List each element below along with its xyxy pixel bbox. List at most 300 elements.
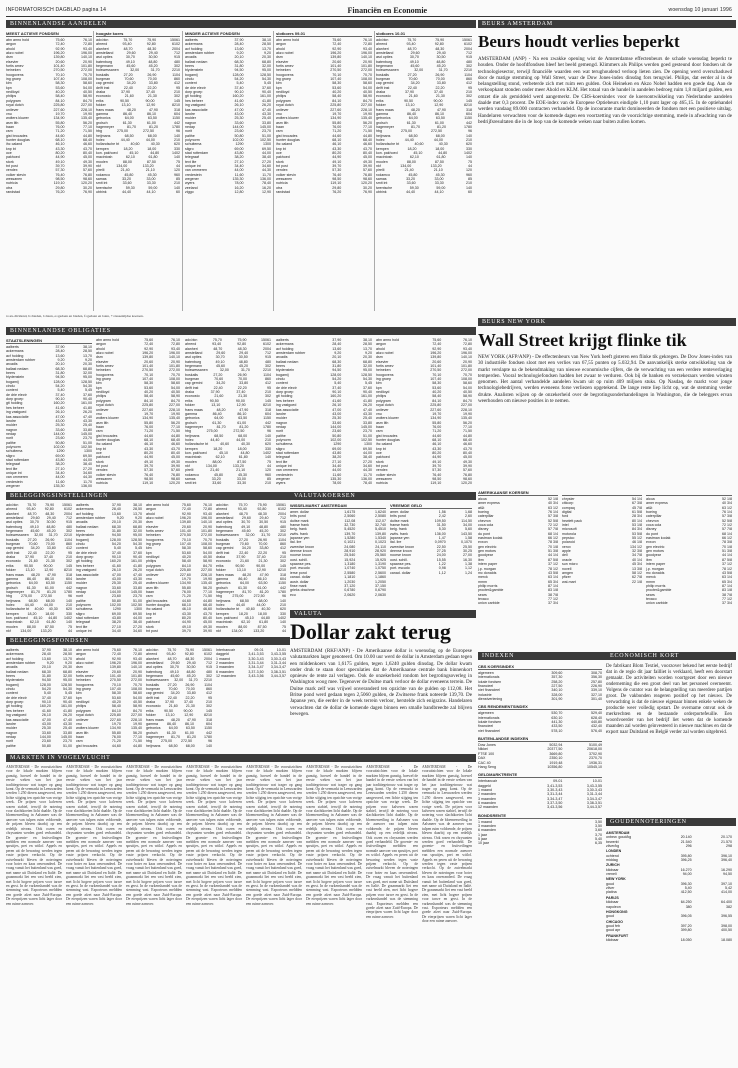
row-label: abn amro hold xyxy=(6,38,29,42)
row-value: 20,10 xyxy=(55,362,65,367)
row-value: 37,90 xyxy=(55,345,65,349)
row-label: noorse kroon xyxy=(390,553,411,558)
row-value: 23,70 xyxy=(363,429,372,434)
row-label: nagron xyxy=(6,427,18,432)
row-value: 134,00 xyxy=(116,163,128,168)
row-label: algemeen xyxy=(478,711,494,716)
row-value: 44,40 xyxy=(404,137,414,142)
row-label: holec xyxy=(96,137,105,142)
row-value: 96 xyxy=(68,594,72,599)
row-value: 33,60 xyxy=(55,427,65,432)
row-value: 93,40 xyxy=(203,511,212,516)
row-value: 101,80 xyxy=(131,674,142,679)
row-label: dell xyxy=(562,553,568,558)
row-value: 70,00 xyxy=(258,542,268,547)
table-col-heading: slotkoers 09-01 xyxy=(276,31,372,37)
row-value: 93,40 xyxy=(133,656,142,661)
row-value: 37 3/4 xyxy=(548,601,558,606)
row-value: 915 xyxy=(205,665,212,670)
row-label: wegener xyxy=(6,484,20,488)
row-value: 68,10 xyxy=(55,137,65,142)
row-value: 20.170 xyxy=(721,835,732,840)
row-label: philip morris xyxy=(646,583,666,588)
row-value: 57 3/8 xyxy=(548,514,558,519)
row-value: 93,40 xyxy=(363,46,372,51)
row-value: 92,80 xyxy=(257,507,267,512)
row-value: 18,20 xyxy=(27,611,37,616)
row-value: 21,60 xyxy=(240,559,250,564)
band-valutakoersen: VALUTAKOERSEN xyxy=(290,492,476,500)
row-label: ubbink xyxy=(96,190,107,195)
row-value: 18,00 xyxy=(435,146,445,151)
row-value: 270,50 xyxy=(430,368,442,373)
row-value: 26,90 xyxy=(45,537,55,542)
row-label: pirelli xyxy=(376,168,385,173)
row-value: 145 xyxy=(265,398,272,403)
row-label: getronics xyxy=(96,116,111,121)
row-value: 8210 xyxy=(204,713,212,718)
row-value: 3,30-3,43 xyxy=(248,656,264,661)
row-value: 33,30 xyxy=(237,481,247,486)
row-value: 33,00 xyxy=(236,477,246,481)
row-value: 54,30 xyxy=(363,377,372,382)
row-label: stad rotterdam xyxy=(6,457,30,462)
row-value: 210 xyxy=(265,390,272,395)
row-value: 308,70 xyxy=(591,671,602,675)
row-value: 37,40 xyxy=(332,385,342,390)
row-label: belg. frank xyxy=(390,527,407,532)
row-label: hoogovens xyxy=(76,682,94,687)
row-label: cindu xyxy=(185,77,194,82)
row-label: adv.bkn xyxy=(376,38,389,42)
row-value: 620 xyxy=(65,607,72,612)
row-value: 2004 xyxy=(204,656,212,661)
row-label: vendex xyxy=(276,168,288,173)
row-value: 68,40 xyxy=(363,137,372,142)
row-value: 225,80 xyxy=(179,568,191,573)
row-value: 1919,48 xyxy=(549,760,563,765)
row-label: adv.bkn xyxy=(185,338,198,342)
row-label: hoogovens xyxy=(6,72,24,77)
row-label: vnu xyxy=(276,111,282,116)
row-label: draka xyxy=(6,555,15,560)
row-value: 5,4510 xyxy=(375,527,386,532)
row-value: 55,80 xyxy=(55,120,65,125)
row-value: 43,80 xyxy=(55,457,65,462)
row-value: 39,90 xyxy=(363,163,372,168)
row-value: 11,60 xyxy=(234,172,244,177)
row-value: 48,80 xyxy=(148,59,158,64)
row-value: 72,80 xyxy=(363,42,372,47)
row-value: 160,20 xyxy=(39,704,51,709)
row-value: 0,98 xyxy=(438,566,446,571)
row-value: 51,00 xyxy=(63,743,72,748)
markten-text-col-1: AMSTERDAM - De vooruitzichten voor de lokale markten blijven gunstig, hoewel de handel in de eerste weken van het jaar traditiegetrouw wat trager op gang komt. Op de veemarkt in Leeuwarden werden 1.250 dieren aangevoerd, een lichte stijging ten opzichte van vorige week. De prijzen voor kalveren waren stabiel, terwijl de notering voor slachtkoeien licht daalde. Op de bloemenveiling in Aalsmeer was de aanvoer van tulpen ruim voldoende, de prijzen bleven daarbij op een redelijk niveau. Ook rozen en chrysanten werden goed verhandeld. De groente- en fruitveilingen meldden een normale aanvoer van spruitjes, prei en witlof. Appels en peren uit de bewaring werden tegen vaste prijzen verkocht. Op de zuivelmarkt bleven de noteringen voor boter en kaas onveranderd. De vraag vanuit het buitenland was goed, met name uit Duitsland en Italië. De graanmarkt liet een vast beeld zien, met licht hogere prijzen voor tarwe en gerst. In de varkenshandel was de stemming vast. Exporteurs meldden een goede afzet naar Zuid-Europa. De eierprijzen waren licht lager door een ruime aanvoer. xyxy=(6,765,62,906)
row-value: 318 xyxy=(280,572,286,577)
row-value: 48,20 xyxy=(410,107,420,112)
row-value: 43,30 xyxy=(63,721,72,726)
row-value: 77,10 xyxy=(83,124,92,129)
row-value: 27,20 xyxy=(167,682,177,687)
row-value: 604 xyxy=(205,721,212,726)
row-value: 101,80 xyxy=(169,364,180,369)
row-value: 44,80 xyxy=(48,615,58,620)
row-value: 108,00 xyxy=(201,542,212,547)
row-value: 12,90 xyxy=(44,568,54,573)
row-value: 46 1/8 xyxy=(632,540,642,545)
row-label: cindu xyxy=(6,384,15,389)
row-label: begemann xyxy=(376,64,393,69)
row-value: 69,00 xyxy=(111,611,121,616)
row-label: mc donalds xyxy=(478,570,497,575)
row-value: 33,80 xyxy=(239,381,249,386)
row-value: 75,70 xyxy=(212,338,222,342)
row-value: 3,41-3,53 xyxy=(248,652,264,657)
row-value: 50,80 xyxy=(55,440,65,445)
row-value: 19,90 xyxy=(83,111,92,116)
row-value: 161,00 xyxy=(260,94,271,99)
row-value: 2,5600 xyxy=(375,570,386,575)
row-label: arcadis xyxy=(276,355,288,360)
row-value: 45,00 xyxy=(203,620,212,625)
row-label: polynorm xyxy=(185,137,200,142)
row-value: 22,40 xyxy=(167,695,177,700)
row-value: 57,30 xyxy=(332,168,342,173)
row-value: 84,10 xyxy=(181,563,191,568)
row-value: 76,80 xyxy=(171,472,180,477)
row-label: aalberts xyxy=(6,648,19,652)
row-label: abn amro hold xyxy=(146,503,169,507)
row-value: 128,00 xyxy=(232,72,244,77)
row-label: pakhoed xyxy=(146,620,160,625)
row-label: spaanse pes. xyxy=(390,562,412,567)
row-value: 0,0970 xyxy=(434,540,446,545)
row-label: tnt post xyxy=(6,163,18,168)
row-label: otra xyxy=(6,185,13,190)
row-label: polynorm xyxy=(276,437,291,442)
row-label: moolen xyxy=(216,624,228,629)
row-value: 270,50 xyxy=(179,533,191,538)
row-label: landre xyxy=(76,576,86,581)
row-value: 75,60 xyxy=(111,648,121,652)
row-value: 58,90 xyxy=(133,704,142,709)
row-label: fortis amev xyxy=(146,529,164,534)
row-value: 134 1/2 xyxy=(630,544,642,549)
row-value: 38,10 xyxy=(133,503,142,507)
row-value: 3,38-3,51 xyxy=(586,800,602,805)
row-value: 61,30 xyxy=(212,420,222,425)
row-label: acf holding xyxy=(76,511,94,516)
row-label: cap gemini xyxy=(96,81,114,86)
row-label: fokker xyxy=(216,568,226,573)
row-label: aegon xyxy=(96,342,106,347)
row-value: 80,20 xyxy=(144,450,154,455)
row-value: 87,50 xyxy=(434,159,444,164)
row-value: 128,50 xyxy=(81,379,92,384)
row-value: 302 xyxy=(206,674,213,679)
row-value: 102,50 xyxy=(81,444,92,449)
row-label: noorse kroon xyxy=(290,553,311,558)
row-value: 412 xyxy=(466,81,472,86)
row-value: 47,40 xyxy=(363,407,372,412)
row-value: 43,30 xyxy=(133,576,142,581)
row-value: 196,00 xyxy=(201,516,212,521)
row-value: 49,10 xyxy=(125,59,135,64)
row-value: 57,60 xyxy=(83,168,92,173)
row-label: amstelland xyxy=(6,516,24,521)
row-value: 33,20 xyxy=(122,177,132,181)
row-value: 440,80 xyxy=(591,720,602,725)
row-label: polaroid xyxy=(562,540,575,545)
row-value: 228,10 xyxy=(169,407,180,412)
row-value: 48,30 xyxy=(45,511,55,516)
row-label: moolen xyxy=(185,459,197,464)
row-label: draka xyxy=(216,555,225,560)
row-value: 1150 xyxy=(64,581,73,586)
row-value: 21,40 xyxy=(404,168,414,173)
row-label: blydenstein xyxy=(276,368,295,373)
row-value: 960 xyxy=(174,172,181,177)
row-value: 86,40 xyxy=(166,721,176,726)
row-label: pepsico xyxy=(562,536,575,541)
row-label: 6 maanden xyxy=(216,669,234,674)
row-value: 228,10 xyxy=(81,107,92,112)
row-value: 145 xyxy=(279,563,286,568)
row-value: 90,00 xyxy=(183,708,193,713)
row-label: gist brocades xyxy=(76,743,98,748)
row-value: 90,00 xyxy=(235,398,245,403)
row-value: 6102 xyxy=(277,507,286,512)
row-value: 64,00 xyxy=(124,116,134,121)
row-value: 93,40 xyxy=(463,346,472,351)
row-value: 210 xyxy=(279,555,286,560)
row-value: 63,50 xyxy=(147,116,157,121)
row-value: 26,10 xyxy=(41,713,51,718)
row-value: 30,70 xyxy=(125,55,135,60)
row-value: 49,10 xyxy=(432,459,442,464)
row-label: 6 maanden xyxy=(478,800,496,805)
row-value: 37,90 xyxy=(236,555,246,560)
row-value: 92,90 xyxy=(181,511,191,516)
row-value: 128,00 xyxy=(53,379,65,384)
row-value: 1290 xyxy=(56,449,65,454)
row-value: 140,10 xyxy=(201,520,212,525)
row-value: 28,920 xyxy=(375,549,386,554)
row-value: 70,70 xyxy=(83,72,92,77)
row-value: 68,00 xyxy=(45,598,55,603)
row-label: novell xyxy=(562,566,572,571)
row-value: 134,90 xyxy=(142,416,154,421)
row-value: 46,60 xyxy=(83,142,92,147)
row-value: 68,10 xyxy=(432,437,442,442)
row-value: 70,60 xyxy=(168,687,178,692)
row-value: 25,40 xyxy=(262,116,271,121)
row-value: 1,1810 xyxy=(344,575,356,580)
row-value: 11,60 xyxy=(55,479,65,484)
row-label: 3 maanden xyxy=(478,796,496,801)
row-value: 107,40 xyxy=(430,377,442,382)
row-label: asd opties xyxy=(96,55,113,60)
row-value: 29,80 xyxy=(55,185,65,190)
row-label: microsoft xyxy=(562,527,577,532)
row-label: alanheri xyxy=(376,46,389,51)
row-value: 38,40 xyxy=(133,620,142,625)
row-value: 160,20 xyxy=(232,94,244,99)
row-value: 54,20 xyxy=(234,77,244,82)
row-value: 135,40 xyxy=(201,581,212,586)
row-label: philips xyxy=(276,94,287,99)
row-value: 45,60 xyxy=(30,529,40,534)
row-label: delft inst xyxy=(185,385,199,390)
row-value: 68,10 xyxy=(144,437,154,442)
row-value: 93,40 xyxy=(171,346,180,351)
row-label: internationals xyxy=(478,715,500,720)
row-value: 45,00 xyxy=(363,155,372,160)
row-value: 270,50 xyxy=(142,368,154,373)
row-value: 1780 xyxy=(278,589,287,594)
row-value: 87,50 xyxy=(44,624,54,629)
row-label: fokker xyxy=(376,103,386,108)
row-value: 19,90 xyxy=(363,111,372,116)
row-value: 196,00 xyxy=(461,351,472,356)
row-value: 22,20 xyxy=(237,385,247,390)
row-value: 228,10 xyxy=(361,107,372,112)
row-value: 39,70 xyxy=(181,628,191,633)
row-value: 25,30 xyxy=(332,416,342,421)
row-value: 30,50 xyxy=(148,55,158,60)
row-value: 16,30 xyxy=(463,557,472,562)
row-value: 44,00 xyxy=(236,437,246,442)
row-value: 225,80 xyxy=(53,103,65,108)
row-label: nutricia xyxy=(276,181,288,186)
row-value: 1402 xyxy=(463,150,472,155)
row-label: frans maas xyxy=(96,107,114,112)
row-value: 47,40 xyxy=(63,717,72,722)
row-value: 76 1/4 xyxy=(548,510,558,515)
row-value: 58,90 xyxy=(203,559,212,564)
row-value: 80 1/4 xyxy=(632,518,642,523)
row-value: 68,50 xyxy=(239,598,249,603)
row-value: 227,60 xyxy=(430,407,442,412)
row-value: 19,90 xyxy=(171,411,180,416)
row-value: 31,80 xyxy=(41,674,51,679)
row-value: 101,40 xyxy=(330,64,342,69)
row-label: 2 maanden xyxy=(478,792,496,797)
row-value: 33,60 xyxy=(41,730,51,735)
row-value: 44,60 xyxy=(55,133,65,138)
row-value: 26,10 xyxy=(55,410,65,415)
row-value: 108,00 xyxy=(169,377,180,382)
row-value: 1104 xyxy=(172,72,180,77)
row-label: wyers xyxy=(276,481,286,486)
row-value: 40,30 xyxy=(261,607,271,612)
row-value: 53,60 xyxy=(332,85,342,90)
row-value: 13,60 xyxy=(41,656,51,661)
row-value: 13,60 xyxy=(234,46,244,51)
row-value: 140 xyxy=(280,620,287,625)
row-value: 144,00 xyxy=(53,431,65,436)
row-label: deense kroon xyxy=(390,549,412,554)
row-value: 12,90 xyxy=(146,103,156,108)
row-value: 98,50 xyxy=(55,177,65,181)
row-value: 58,30 xyxy=(332,81,342,86)
row-value: 43,00 xyxy=(332,411,342,416)
row-value: 71,20 xyxy=(55,129,65,134)
row-label: goodyear xyxy=(646,553,661,558)
row-label: union carbide xyxy=(478,601,500,606)
row-value: 77,10 xyxy=(463,424,472,429)
row-value: 45,60 xyxy=(170,674,180,679)
row-value: 480 xyxy=(66,524,73,529)
row-value: 275,00 xyxy=(232,594,244,599)
row-label: daggeld xyxy=(216,652,229,657)
row-value: 93,40 xyxy=(212,342,222,347)
row-value: 75 xyxy=(282,624,287,629)
row-label: asm lith xyxy=(6,120,19,125)
row-value: 33,80 xyxy=(83,427,92,432)
row-value: 712 xyxy=(174,51,180,56)
row-value: 77 1/2 xyxy=(548,596,558,601)
row-label: chevron xyxy=(646,518,659,523)
row-label: landre xyxy=(276,411,286,416)
row-value: 196,00 xyxy=(361,51,372,56)
row-label: econosto xyxy=(146,704,161,709)
row-value: 272,00 xyxy=(169,368,180,373)
row-label: boeing xyxy=(646,510,657,515)
row-value: 28,50 xyxy=(363,342,372,347)
row-label: asm lith xyxy=(376,420,389,425)
row-value: 43 5/8 xyxy=(722,570,732,575)
row-value: 119,10 xyxy=(330,181,342,186)
row-value: 1,2030 xyxy=(344,579,356,584)
row-label: intel xyxy=(562,523,569,528)
row-value: 68,00 xyxy=(258,598,268,603)
row-value: 12,90 xyxy=(184,713,194,718)
row-value: 412,50 xyxy=(680,890,692,895)
row-value: 40,20 xyxy=(432,390,442,395)
row-value: 712 xyxy=(206,661,212,666)
row-label: bewerkt xyxy=(606,839,619,844)
row-value: 57 7/8 xyxy=(722,527,732,532)
row-value: 24,00 xyxy=(436,553,446,558)
row-value: 68,80 xyxy=(63,669,72,674)
row-value: 71,20 xyxy=(144,429,154,434)
row-value: 330 xyxy=(174,146,180,151)
row-value: 70 1/8 xyxy=(722,544,732,549)
row-label: alanheri xyxy=(146,656,159,661)
table-amerikaanse-koersen-1 xyxy=(478,490,558,648)
row-value: 23,70 xyxy=(262,129,271,134)
row-value: 13,10 xyxy=(165,713,175,718)
row-value: 576,40 xyxy=(591,728,602,733)
row-value: 70,00 xyxy=(147,77,157,82)
row-label: goodyear xyxy=(478,553,493,558)
row-value: 29,60 xyxy=(241,516,251,521)
row-value: 356,30 xyxy=(591,675,602,680)
row-value: 86,40 xyxy=(26,576,36,581)
row-value: 140 xyxy=(174,133,180,138)
row-value: 51,00 xyxy=(363,433,372,438)
row-value: 1936,31 xyxy=(589,760,602,765)
row-label: text lite xyxy=(185,159,197,164)
row-value: 135,40 xyxy=(131,726,142,731)
row-label: ahrend xyxy=(216,507,228,512)
row-value: 54,20 xyxy=(332,377,342,382)
row-label: holec xyxy=(185,437,194,442)
row-value: 33,60 xyxy=(122,181,132,186)
row-value: 61,00 xyxy=(146,120,156,125)
row-value: 47,90 xyxy=(46,572,56,577)
